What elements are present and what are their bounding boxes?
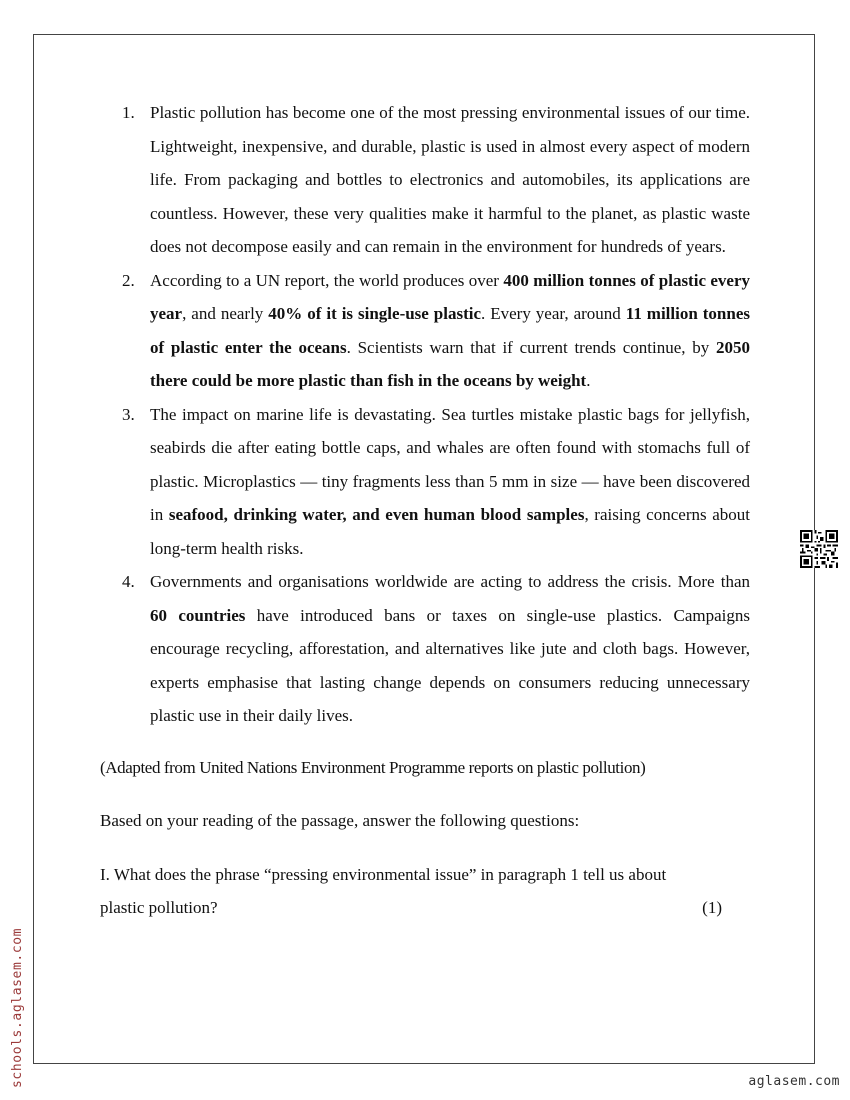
qr-code-graphic <box>800 530 838 568</box>
paragraph-number: 2. <box>122 270 135 290</box>
text-run: . Scientists warn that if current trends continue, by <box>346 337 716 357</box>
bold-text-run: 60 countries <box>150 605 246 625</box>
source-note: (Adapted from United Nations Environment Programme reports on plastic pollution) <box>100 757 646 777</box>
text-run: . <box>586 371 591 390</box>
paragraph-item <box>100 398 750 566</box>
bold-text-run: 11 million tonnes of plastic enter the oceans <box>150 304 750 357</box>
question-text-line-2: plastic pollution? <box>100 898 218 917</box>
paragraph-number: 3. <box>122 404 135 424</box>
paragraph-text <box>150 398 750 566</box>
paragraph-text <box>150 565 750 733</box>
question-text-line-1: I. What does the phrase “pressing environmental issue” in paragraph 1 tell us about <box>100 864 667 884</box>
instructions: Based on your reading of the passage, answer the following questions: <box>100 811 580 830</box>
text-run: According to a UN report, the world produces over <box>150 270 504 290</box>
footer-watermark: aglasem.com <box>748 1074 840 1089</box>
bold-text-run: 400 million tonnes of plastic every year <box>150 270 751 323</box>
text-run: Governments and organisations worldwide are acting to address the crisis. More than <box>150 572 750 591</box>
text-run: The impact on marine life is devastating. Sea turtles mistake plastic bags for jellyfish, seabirds die after eating bottle caps, and whales are often found with stomachs full of plastic. Microplastics — tiny fragments less than 5 mm in size — have been discovered in <box>150 404 750 524</box>
paragraph-text <box>150 96 750 264</box>
paragraph-number: 4. <box>122 572 135 591</box>
paragraph-number: 1. <box>122 103 135 122</box>
qr-code-icon <box>800 530 838 568</box>
paragraph-text <box>150 264 750 398</box>
text-run: Plastic pollution has become one of the most pressing environmental issues of our time. Lightweight, inexpensive, and durable, plastic is used in almost every aspect of modern life. From packaging and bottles to electronics and automobiles, its applications are countless. However, these very qualities make it harmful to the planet, as plastic waste does not decompose easily and can remain in the environment for hundreds of years. <box>150 103 750 256</box>
question-line-2 <box>100 891 750 925</box>
bold-text-run: 40% of it is single-use plastic <box>268 304 482 323</box>
paragraph-list <box>100 96 750 733</box>
passage-content <box>100 96 750 925</box>
side-watermark: schools.aglasem.com <box>10 927 25 1088</box>
paragraph-item <box>100 565 750 733</box>
text-run: have introduced bans or taxes on single-use plastics. Campaigns encourage recycling, afforestation, and alternatives like jute and cloth bags. However, experts emphasise that lasting change depends on consumers reducing unnecessary plastic use in their daily lives. <box>150 605 750 725</box>
bold-text-run: 2050 there could be more plastic than fish in the oceans by weight <box>150 337 750 390</box>
question-marks: (1) <box>702 898 722 917</box>
text-run: . Every year, around <box>481 304 626 323</box>
paragraph-item <box>100 96 750 264</box>
paragraph-item <box>100 264 750 398</box>
text-run: , raising concerns about long-term health risks. <box>150 505 750 558</box>
question-1 <box>100 858 750 925</box>
text-run: , and nearly <box>182 304 269 323</box>
bold-text-run: seafood, drinking water, and even human blood samples <box>168 505 585 524</box>
